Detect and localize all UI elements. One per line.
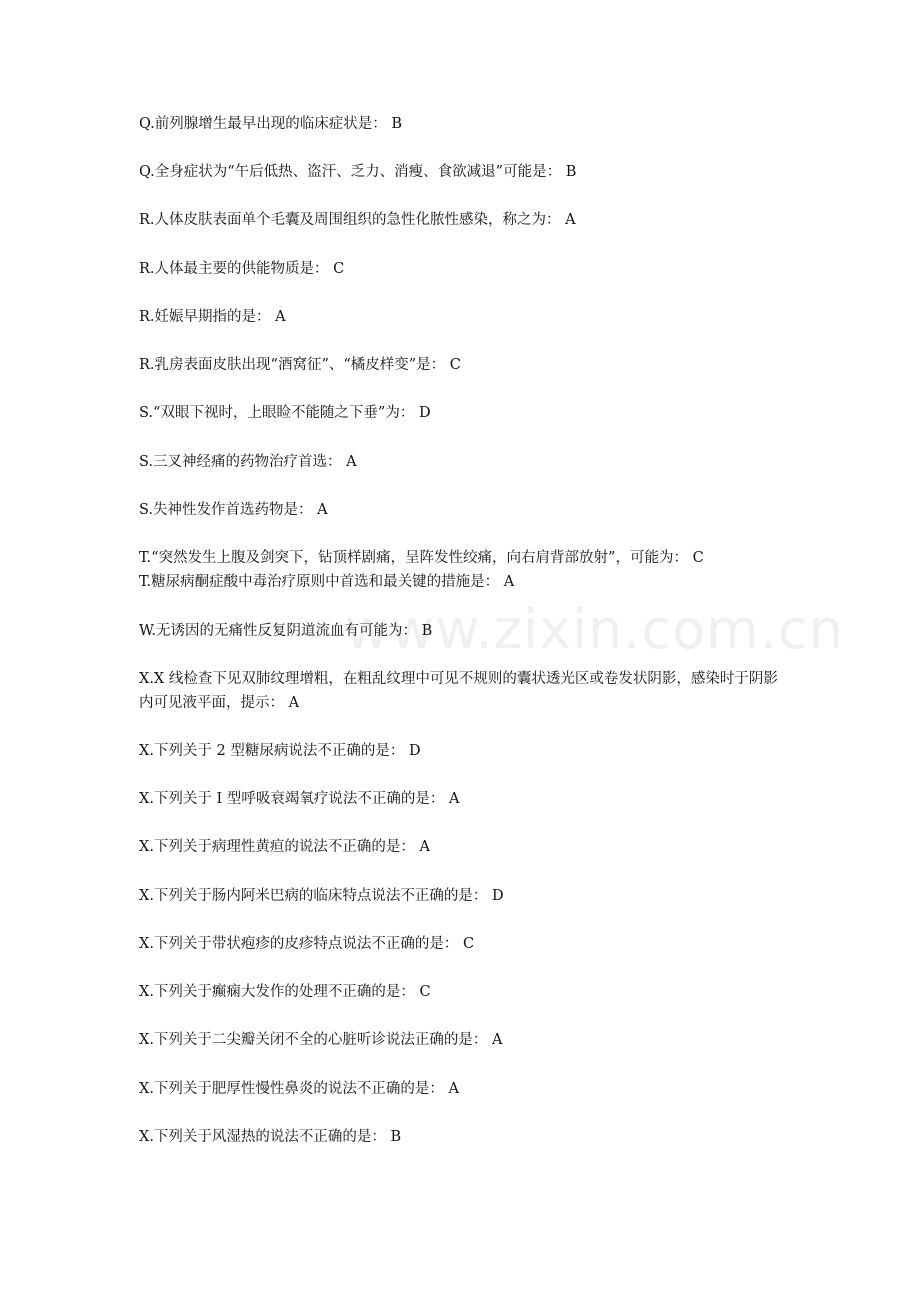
question-item: X.下列关于二尖瓣关闭不全的心脏听诊说法正确的是： A [139,1032,503,1048]
question-item: Q.全身症状为“午后低热、盗汗、乏力、消瘦、食欲减退”可能是： B [139,164,577,180]
question-item: R.人体最主要的供能物质是： C [139,261,345,277]
watermark: www.zixin.com.cn [345,598,844,661]
question-item: S.三叉神经痛的药物治疗首选： A [139,454,357,470]
question-item: X.下列关于肥厚性慢性鼻炎的说法不正确的是： A [139,1081,460,1097]
question-item: X.下列关于 2 型糖尿病说法不正确的是： D [139,743,421,759]
question-item: T.“突然发生上腹及剑突下，钻顶样剧痛，呈阵发性绞痛，向右肩背部放射”，可能为： C [139,550,704,566]
question-item: Q.前列腺增生最早出现的临床症状是： B [139,116,403,132]
question-item: X.下列关于肠内阿米巴病的临床特点说法不正确的是： D [139,888,504,904]
question-item: R.乳房表面皮肤出现“酒窝征”、“橘皮样变”是： C [139,357,461,373]
question-item: X.下列关于病理性黄疸的说法不正确的是： A [139,839,431,855]
question-item: X.下列关于癫痫大发作的处理不正确的是： C [139,984,431,1000]
question-item: S.失神性发作首选药物是： A [139,502,328,518]
question-item: T.糖尿病酮症酸中毒治疗原则中首选和最关键的措施是： A [139,574,515,590]
question-item: X.下列关于 I 型呼吸衰竭氧疗说法不正确的是： A [139,791,460,807]
question-item: R.妊娠早期指的是： A [139,309,286,325]
question-item: S.“双眼下视时，上眼睑不能随之下垂”为： D [139,405,431,421]
question-item: X.X 线检查下见双肺纹理增粗，在粗乱纹理中可见不规则的囊状透光区或卷发状阴影，感染时于阴影内可见液平面，提示： A [139,671,778,711]
question-item: W.无诱因的无痛性反复阴道流血有可能为： B [139,623,433,639]
question-item: X.下列关于风湿热的说法不正确的是： B [139,1129,402,1145]
question-item: X.下列关于带状疱疹的皮疹特点说法不正确的是： C [139,936,475,952]
question-item: R.人体皮肤表面单个毛囊及周围组织的急性化脓性感染，称之为： A [139,212,576,228]
